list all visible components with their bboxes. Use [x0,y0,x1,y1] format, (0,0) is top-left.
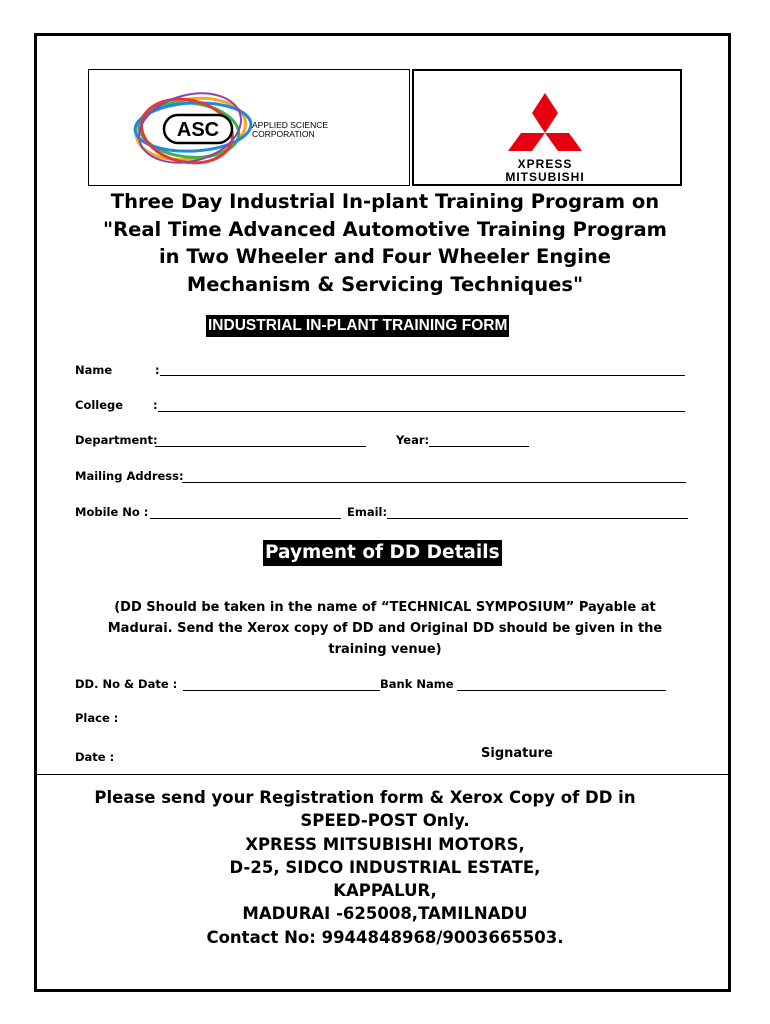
mobile-label: Mobile No : [75,505,149,519]
title-line: Three Day Industrial In-plant Training Program on [110,190,660,213]
college-colon: : [153,398,158,412]
college-label: College [75,398,124,412]
dd-note [90,597,680,660]
mobile-input[interactable] [150,518,341,519]
name-input[interactable] [160,375,685,376]
mailing-address-input[interactable] [182,482,686,483]
department-label: Department: [75,433,158,447]
xpress-mitsubishi-logo-box [412,69,682,186]
email-label: Email: [347,505,388,519]
name-colon: : [155,363,160,377]
footer-address [60,786,710,949]
year-label: Year: [396,433,430,447]
payment-heading: Payment of DD Details [263,540,502,566]
email-input[interactable] [387,518,688,519]
mailing-address-label: Mailing Address: [75,469,184,483]
footer-line: Contact No: 9944848968/9003665503. [206,927,564,947]
section-divider [37,774,728,775]
xpress-line1: XPRESS [517,157,573,171]
asc-line1: APPLIED SCIENCE [252,120,329,130]
footer-line: Please send your Registration form & Xerox Copy of DD in [94,788,636,807]
place-label: Place : [75,711,119,725]
dd-note-line: training venue) [328,642,442,657]
asc-line2: CORPORATION [252,129,315,139]
dd-no-date-input[interactable] [183,690,380,691]
title-line: "Real Time Advanced Automotive Training Program [103,217,667,241]
footer-line: KAPPALUR, [333,881,437,901]
dd-note-line: (DD Should be taken in the name of “TECHNICAL SYMPOSIUM” Payable at [114,600,656,615]
dd-note-line: Madurai. Send the Xerox copy of DD and Original DD should be given in the [107,621,663,636]
college-input[interactable] [158,411,685,412]
footer-line: MADURAI -625008,TAMILNADU [242,904,528,924]
date-label: Date : [75,750,115,764]
name-label: Name [75,363,113,377]
bank-name-label: Bank Name [380,677,454,691]
asc-initials: ASC [176,119,220,141]
asc-logo-icon [89,70,409,185]
form-heading: INDUSTRIAL IN-PLANT TRAINING FORM [206,315,509,337]
footer-line: D-25, SIDCO INDUSTRIAL ESTATE, [229,857,541,877]
signature-label: Signature [481,746,553,761]
title-line: in Two Wheeler and Four Wheeler Engine [159,245,611,268]
title-line: Mechanism & Servicing Techniques" [186,272,584,296]
footer-line: SPEED-POST Only. [300,811,470,831]
footer-line: XPRESS MITSUBISHI MOTORS, [245,834,525,854]
year-input[interactable] [429,446,529,447]
asc-logo-box [88,69,410,186]
department-input[interactable] [155,446,366,447]
dd-no-date-label: DD. No & Date : [75,677,178,691]
mitsubishi-three-diamonds-icon [414,71,680,184]
xpress-line2: MITSUBISHI [505,170,585,184]
program-title [60,188,710,298]
bank-name-input[interactable] [457,690,666,691]
